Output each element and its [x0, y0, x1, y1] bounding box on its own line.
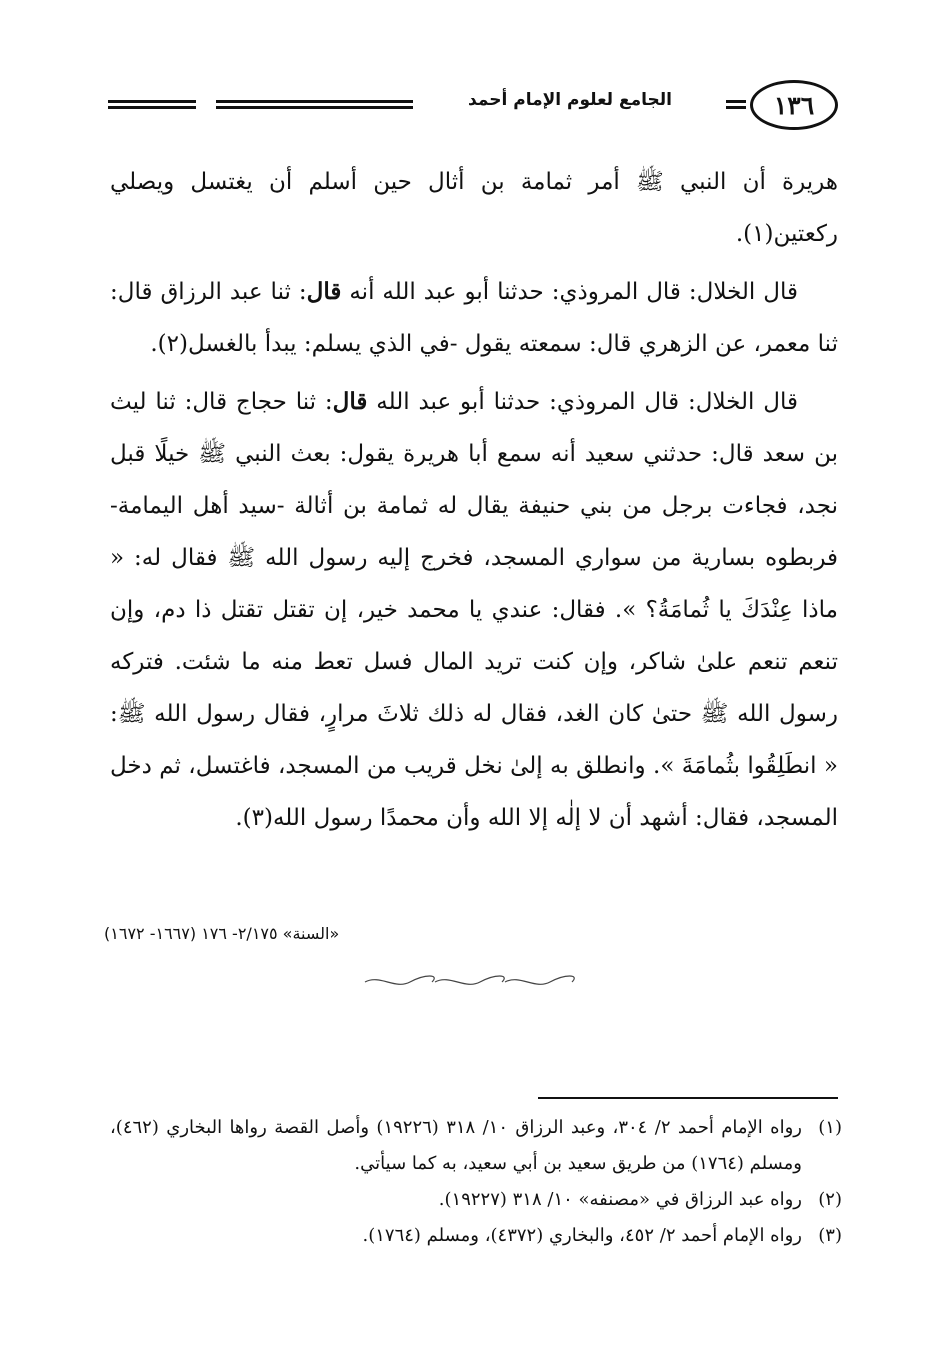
footnote-number: (١) — [818, 1117, 842, 1138]
paragraph — [110, 266, 838, 370]
bold-word: قال — [332, 388, 368, 415]
footnote-item — [110, 1182, 842, 1218]
footnotes — [110, 1110, 842, 1254]
section-divider-ornament — [350, 972, 590, 992]
paragraph-text: قال الخلال: قال المروذي: حدثنا أبو عبد الله — [367, 389, 798, 415]
paragraph-text: : ثنا حجاج قال: ثنا ليث بن سعد قال: حدثني سعيد أنه سمع أبا هريرة يقول: بعث النبي ﷺ خيلًا قبل نجد، فجاءت برجل من بني حنيفة يقال له ثمامة بن أثالة -سيد أهل اليمامة- فربطوه بسارية من سواري المسجد، فخرج إليه رسول الله ﷺ فقال له: « ماذا عِنْدَكَ يا ثُمامَةُ؟ ». فقال: عندي يا محمد خير، إن تقتل تقتل ذا دم، وإن تنعم تنعم علىٰ شاكر، وإن كنت تريد المال فسل تعط منه ما شئت. فتركه رسول الله ﷺ حتىٰ كان الغد، فقال له ذلك ثلاثَ مرارٍ، فقال رسول الله ﷺ: « انطَلِقُوا بثُمامَةَ ». وانطلق به إلىٰ نخل قريب من المسجد، فاغتسل، ثم دخل المسجد، فقال: أشهد أن لا إلٰه إلا الله وأن محمدًا رسول الله(٣). — [110, 389, 838, 831]
paragraph — [110, 376, 838, 844]
source-citation: «السنة» ٢/١٧٥- ١٧٦ (١٦٦٧- ١٦٧٢) — [104, 924, 340, 943]
paragraph-text: : ثنا عبد الرزاق قال: ثنا معمر، عن الزهري قال: سمعته يقول -في الذي يسلم: يبدأ بالغسل(٢). — [110, 279, 838, 357]
header-rule-right — [726, 100, 746, 109]
footnote-text: رواه الإمام أحمد ٢/ ٣٠٤، وعبد الرزاق ١٠/ ٣١٨ (١٩٢٢٦) وأصل القصة رواها البخاري (٤٦٢)، ومسلم (١٧٦٤) من طريق سعيد بن أبي سعيد، به كما سيأتي. — [110, 1117, 802, 1174]
footnote-number: (٢) — [818, 1189, 842, 1210]
bold-word: قال — [306, 278, 342, 305]
footnote-text: رواه الإمام أحمد ٢/ ٤٥٢، والبخاري (٤٣٧٢)، ومسلم (١٧٦٤). — [362, 1225, 802, 1246]
footnote-number: (٣) — [818, 1225, 842, 1246]
paragraph — [110, 156, 838, 260]
header-rule-left — [108, 100, 196, 109]
footnote-item — [110, 1218, 842, 1254]
paragraph-text: قال الخلال: قال المروذي: حدثنا أبو عبد الله أنه — [341, 279, 798, 305]
running-title: الجامع لعلوم الإمام أحمد — [468, 90, 672, 110]
page-number: ١٣٦ — [750, 80, 838, 130]
footnote-text: رواه عبد الرزاق في «مصنفه» ١٠/ ٣١٨ (١٩٢٢٧). — [438, 1189, 802, 1210]
header-rule-middle — [216, 100, 413, 109]
main-text — [110, 156, 838, 850]
paragraph-text: هريرة أن النبي ﷺ أمر ثمامة بن أثال حين أسلم أن يغتسل ويصلي ركعتين(١). — [110, 169, 838, 247]
footnote-separator — [538, 1097, 838, 1099]
page-header — [108, 80, 838, 132]
footnote-item — [110, 1110, 842, 1182]
